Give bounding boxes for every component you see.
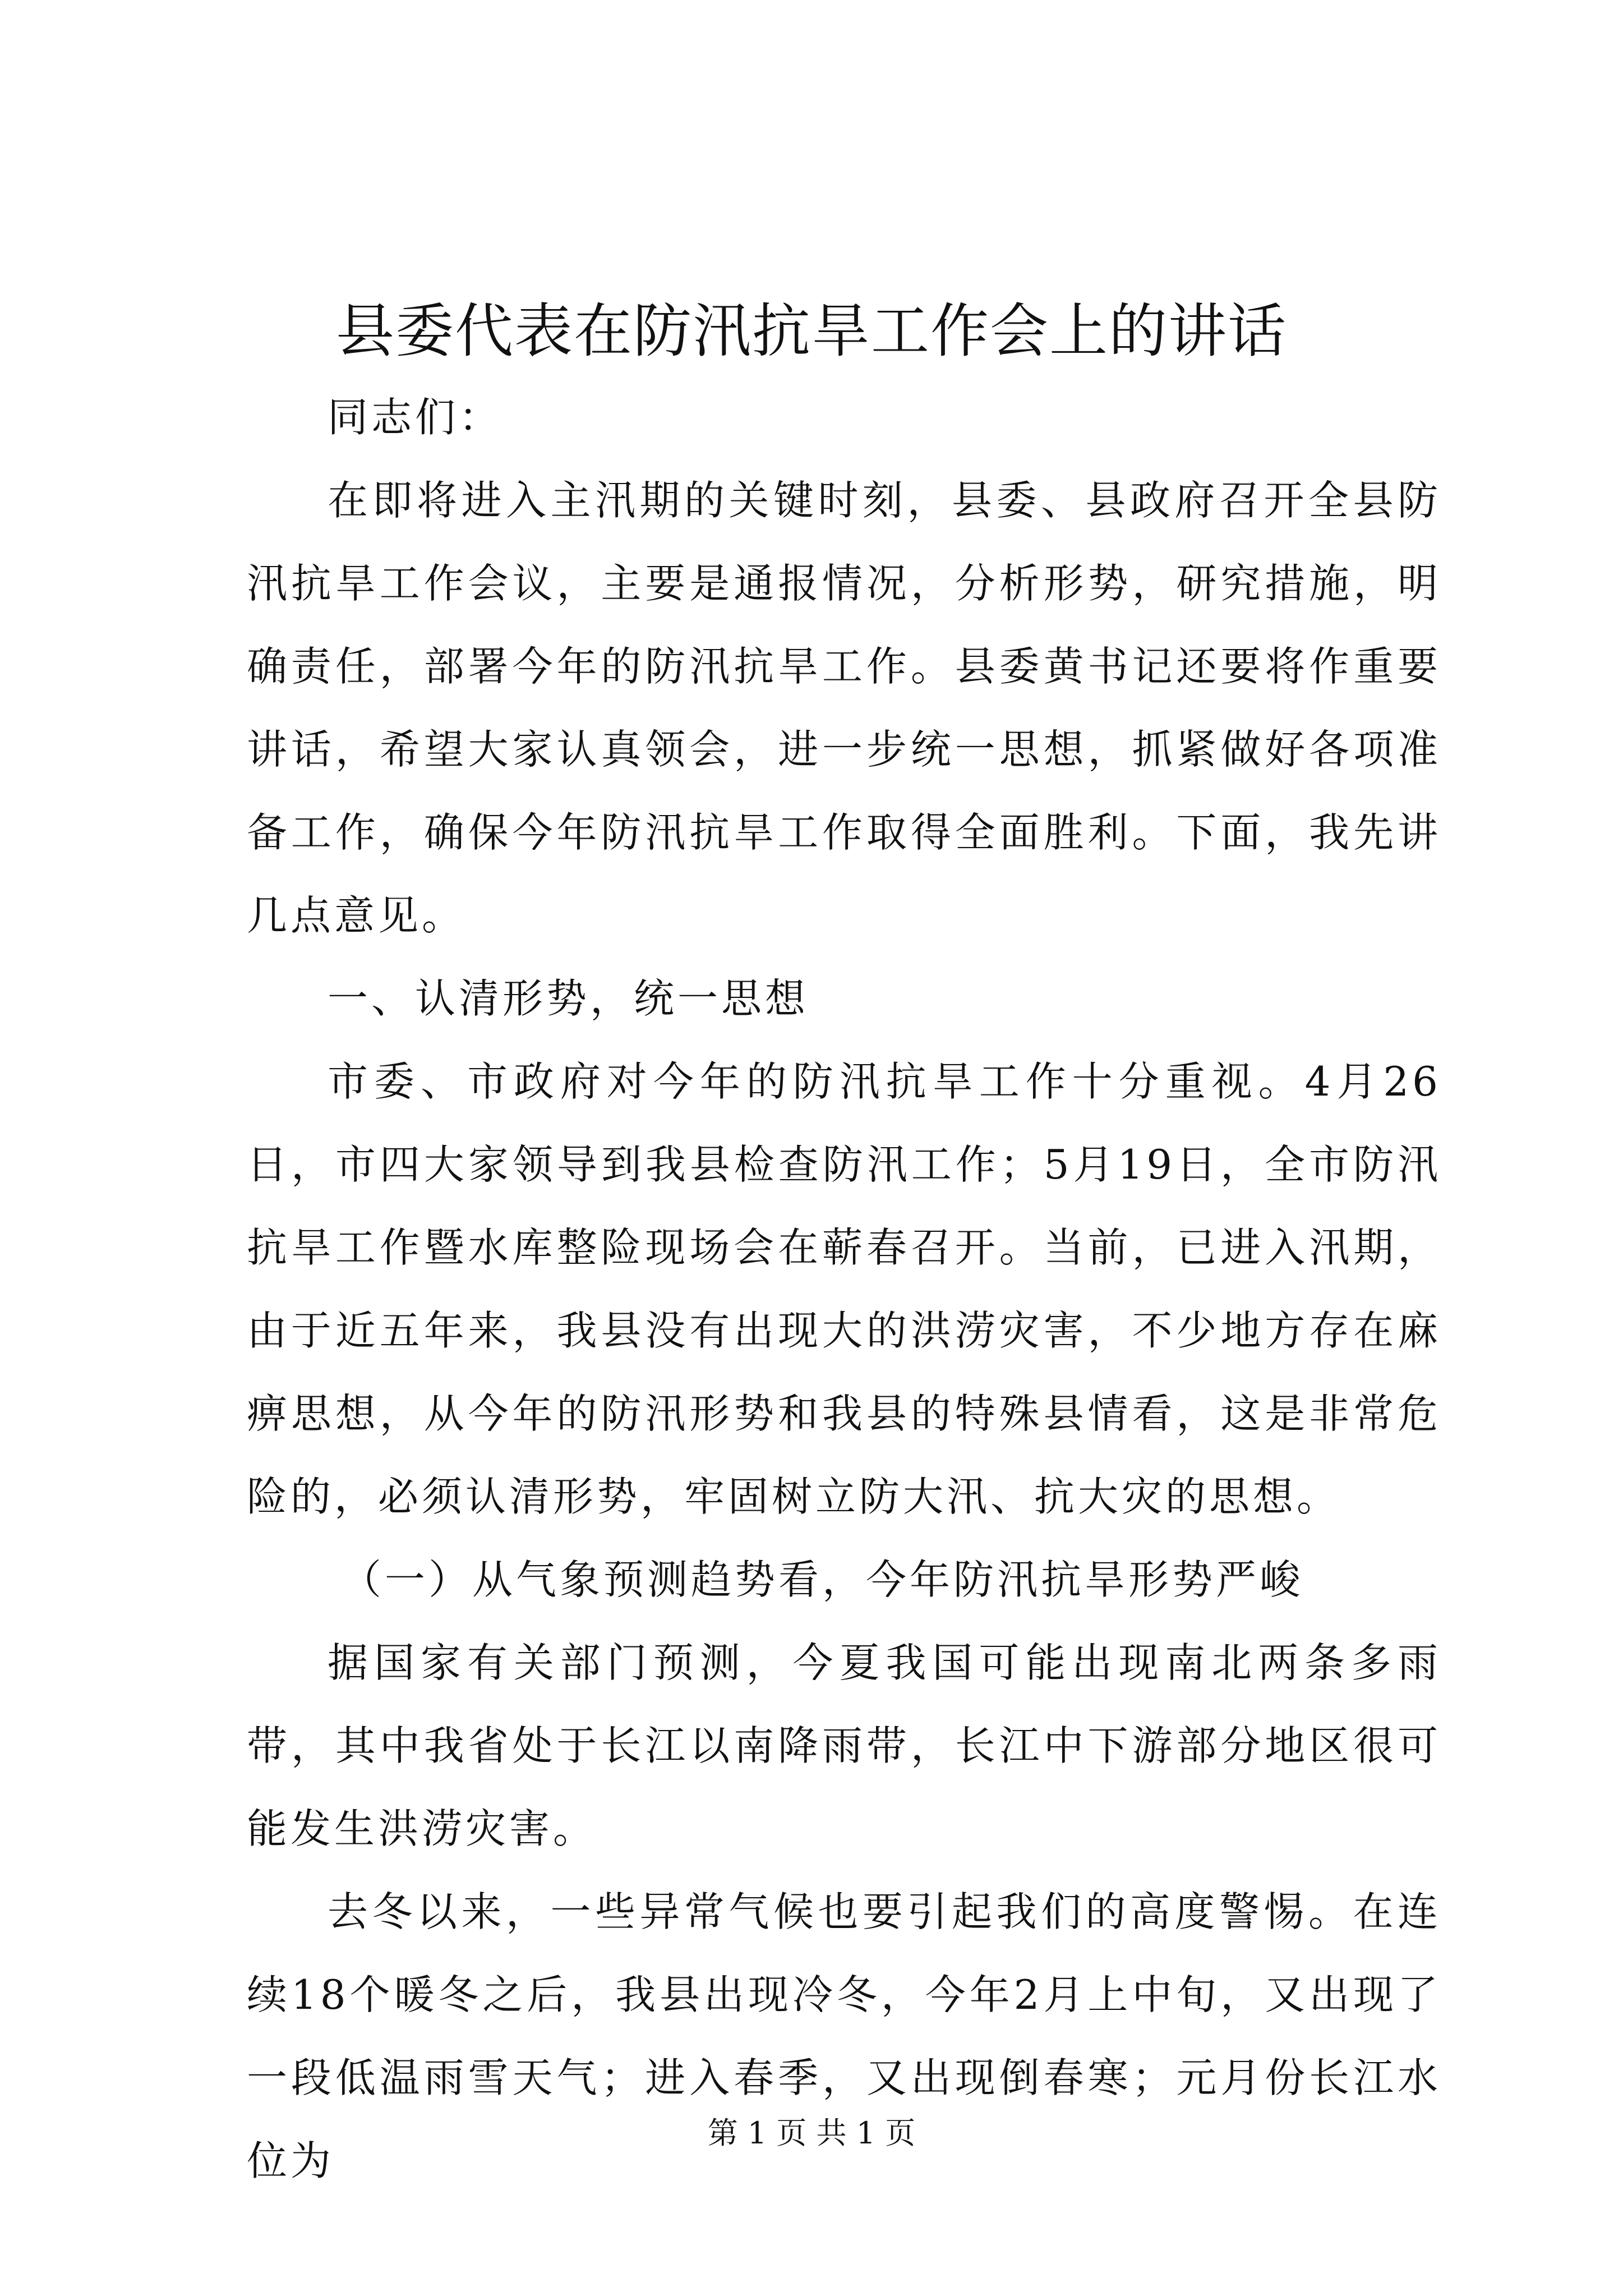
document-body <box>247 376 1441 2202</box>
subsection-heading-1: （一）从气象预测趋势看，今年防汛抗旱形势严峻 <box>341 1556 1304 1603</box>
salutation: 同志们： <box>328 394 503 441</box>
paragraph-intro: 在即将进入主汛期的关键时刻，县委、县政府召开全县防汛抗旱工作会议，主要是通报情况，分析形势，研究措施，明确责任，部署今年的防汛抗旱工作。县委黄书记还要将作重要讲话，希望大家认真领会，进一步统一思想，抓紧做好各项准备工作，确保今年防汛抗旱工作取得全面胜利。下面，我先讲几点意见。 <box>247 477 1441 939</box>
paragraph-climate: 去冬以来，一些异常气候也要引起我们的高度警惕。在连续18个暖冬之后，我县出现冷冬，今年2月上中旬，又出现了一段低温雨雪天气；进入春季，又出现倒春寒；元月份长江水位为 <box>247 1888 1441 2184</box>
page-footer: 第 1 页 共 1 页 <box>707 2115 916 2151</box>
section-heading-1: 一、认清形势，统一思想 <box>328 975 809 1022</box>
paragraph-situation: 市委、市政府对今年的防汛抗旱工作十分重视。4月26日，市四大家领导到我县检查防汛工作；5月19日，全市防汛抗旱工作暨水库整险现场会在蕲春召开。当前，已进入汛期，由于近五年来，我县没有出现大的洪涝灾害，不少地方存在麻痹思想，从今年的防汛形势和我县的特殊县情看，这是非常危险的，必须认清形势，牢固树立防大汛、抗大灾的思想。 <box>247 1058 1441 1520</box>
document-title: 县委代表在防汛抗旱工作会上的讲话 <box>335 297 1287 365</box>
paragraph-forecast: 据国家有关部门预测，今夏我国可能出现南北两条多雨带，其中我省处于长江以南降雨带，长江中下游部分地区很可能发生洪涝灾害。 <box>247 1639 1441 1852</box>
